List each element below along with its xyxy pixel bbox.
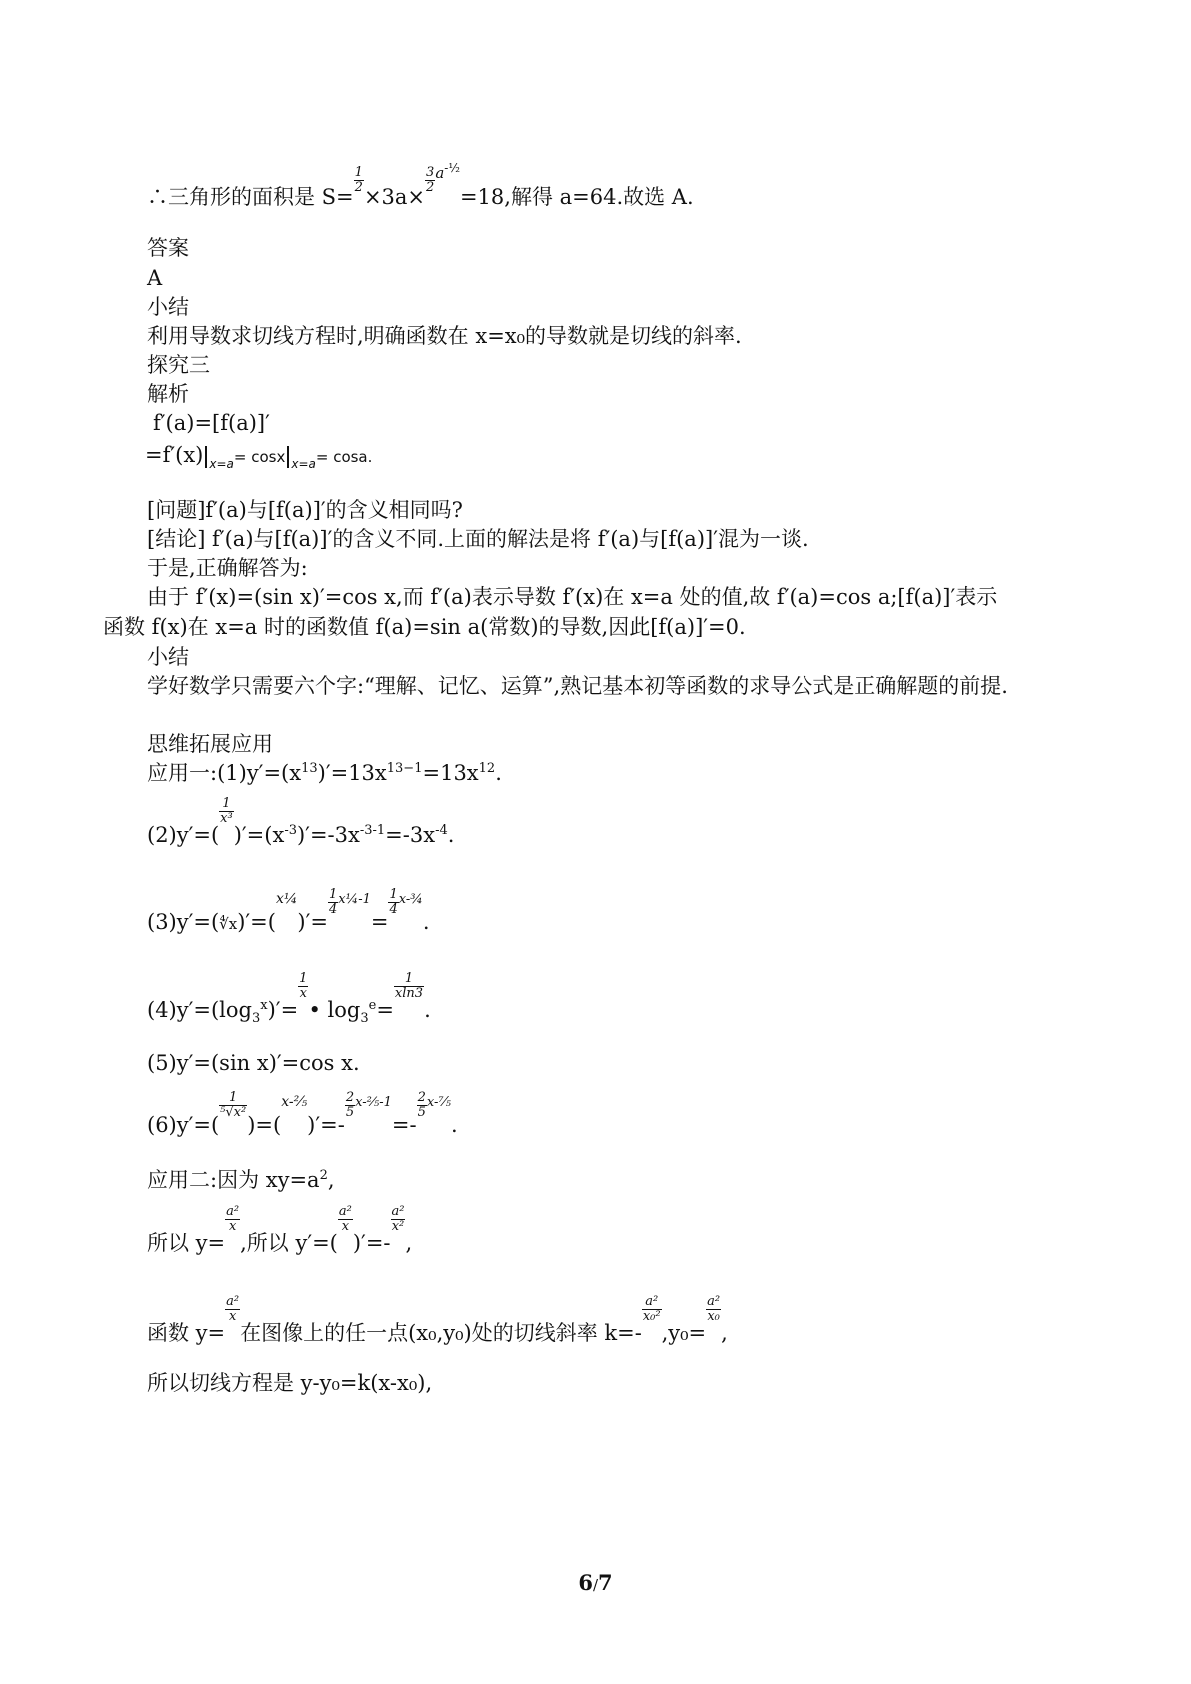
fraction-denominator: xln3 [394,986,424,1001]
fraction-numerator: 1 [328,887,338,902]
fraction-denominator: 2 [354,180,363,195]
text: )=( [247,1113,282,1137]
text: =13x [422,761,479,785]
exponent: -3-1 [359,823,386,838]
extension-heading: 思维拓展应用 [147,732,273,756]
application2-line4: 所以切线方程是 y-y₀=k(x-x₀), [147,1371,433,1395]
text: 应用一:(1)y′=(x [147,761,302,785]
text: )′= [297,910,328,934]
eval-subscript: x=a [291,457,316,471]
eval-bar [205,446,207,468]
subscript: 3 [360,1011,369,1027]
analysis-heading: 解析 [147,382,189,406]
fraction-denominator: x [299,986,307,1001]
fraction-denominator: 5 [345,1105,355,1120]
exponent: 13−1 [386,761,423,776]
fraction-a2-over-x2 [391,1205,406,1234]
text: )′=(x [233,823,285,847]
text: (2)y′=( [147,823,220,847]
text: . [495,761,502,785]
summary1-heading: 小结 [147,295,189,319]
application1-line2 [147,796,455,850]
text: . [424,998,431,1022]
fraction-denominator: x₀ [707,1309,720,1324]
fraction-numerator: 2 [345,1090,355,1105]
eval-cosa: = cosa. [315,448,373,466]
math-term: x-⅖-1 [355,1095,392,1110]
text: )′=-3x [296,823,360,847]
current-page: 6 [578,1570,593,1595]
text: , [405,1231,413,1255]
fraction-numerator: a² [391,1204,405,1219]
conclusion-line: [结论] f′(a)与[f(a)]′的含义不同.上面的解法是将 f′(a)与[f(a)]′混为一谈. [147,527,809,551]
application1-line4 [147,971,431,1027]
text: 应用二:因为 xy=a [147,1168,320,1192]
fraction-numerator: 1 [219,1091,247,1106]
fraction-one-over-xln3 [394,972,424,1001]
exponent: 13 [301,761,318,776]
fraction-a2-over-x [225,1205,240,1234]
fraction-numerator: 1 [354,165,363,180]
math-term: x-⅖ [281,1094,308,1110]
text: )′=13x [317,761,387,785]
text: 在图像上的任一点(x₀,y₀)处的切线斜率 k=- [240,1321,642,1345]
text: 函数 y= [147,1321,226,1345]
text: (4)y′=(log [147,998,252,1022]
fraction-numerator: a² [707,1294,721,1309]
fraction-denominator: x₀² [642,1309,661,1324]
summary1-text: 利用导数求切线方程时,明确函数在 x=x₀的导数就是切线的斜率. [147,324,742,348]
fraction-denominator: 5 [417,1105,426,1120]
analysis-line1: f′(a)=[f(a)]′ [153,411,270,435]
fraction-numerator: a² [226,1294,240,1309]
text: 所以 y= [147,1231,226,1255]
text: =- [391,1113,417,1137]
superscript: x [260,998,268,1013]
fraction-a2-over-x [338,1205,353,1234]
text: =-3x [385,823,436,847]
application1-line5: (5)y′=(sin x)′=cos x. [147,1051,360,1075]
text: (3)y′=( [147,910,220,934]
text: • log [308,998,361,1022]
summary2-heading: 小结 [147,645,189,669]
text-area-a: ∴三角形的面积是 S= [147,185,354,209]
fraction-denominator: x³ [220,811,233,826]
math-exponent: -½ [444,161,460,175]
fraction-two-fifth [417,1091,427,1120]
triangle-area-line [147,161,694,215]
math-term: x-⁷⁄₅ [426,1095,451,1110]
fraction-a2-over-x [225,1295,240,1324]
text: = [376,998,394,1022]
summary2-paragraph: 学好数学只需要六个字:“理解、记忆、运算”,熟记基本初等函数的求导公式是正确解题的前提. [147,674,1008,698]
analysis-line2 [145,440,372,473]
fraction-numerator: 1 [219,797,234,812]
text-area-b: ×3a× [363,185,426,209]
fraction-numerator: 1 [394,972,424,987]
eval-bar [287,446,289,468]
text-derivative: =f′(x) [145,443,204,467]
exponent: -3 [284,823,297,838]
eval-cosx: = cosx [233,448,286,466]
fraction-a2-over-x0 [706,1295,721,1324]
fraction-half [354,166,364,195]
application2-line2 [147,1204,413,1258]
fraction-a2-over-x0sq [642,1295,662,1324]
fraction-numerator: a² [642,1295,662,1310]
fraction-denominator: 4 [328,902,338,917]
text: , [327,1168,335,1192]
eval-subscript: x=a [209,457,234,471]
fraction-denominator: x [228,1309,237,1324]
math-a: a [435,164,445,182]
subscript: 3 [251,1011,261,1027]
text: , [721,1321,728,1345]
page-separator: / [592,1576,599,1594]
text: = [370,910,389,934]
text: )′= [267,998,299,1022]
text: ,所以 y′=( [240,1231,338,1255]
text: . [450,1113,458,1137]
text: )′=- [307,1113,345,1137]
text: (6)y′=( [147,1113,220,1137]
fraction-three-half [425,166,435,195]
exponent: 2 [319,1168,328,1183]
text: . [447,823,455,847]
fraction-numerator: 3 [426,165,435,180]
fraction-numerator: 2 [417,1090,426,1105]
math-term: x-¾ [398,892,423,907]
text-area-c: =18,解得 a=64.故选 A. [459,185,694,209]
fraction-one-over-x3 [219,797,234,826]
application1-line1 [147,758,502,788]
application2-line3 [147,1294,728,1348]
answer-heading: 答案 [147,236,189,260]
fraction-denominator: x [228,1219,237,1234]
fraction-numerator: a² [338,1204,352,1219]
root-expression: ∜x [219,915,238,933]
exponent: -4 [435,823,448,838]
math-term: x¼ [275,891,298,907]
fraction-quarter [388,888,398,917]
fraction-denominator: ⁵√x² [220,1105,247,1120]
fraction-one-over-root5 [219,1091,247,1120]
question-line: [问题]f′(a)与[f(a)]′的含义相同吗? [147,498,463,522]
fraction-numerator: 1 [299,971,308,986]
correct-paragraph: 由于 f′(x)=(sin x)′=cos x,而 f′(a)表示导数 f′(x)在 x=a 处的值,故 f′(a)=cos a;[f(a)]′表示函数 f(x)在 x=a 时的函数值 f(a)=sin a(常数)的导数,因此[f(a)]′=0. [103,585,998,639]
correct-intro: 于是,正确解答为: [147,556,308,580]
text: ,y₀= [661,1321,707,1345]
superscript: e [368,998,377,1013]
exponent: 12 [478,761,496,776]
text: )′=- [352,1231,391,1255]
total-pages: 7 [598,1570,613,1595]
page-number [0,1570,1191,1595]
text: )′=( [237,910,276,934]
math-term: x¼-1 [338,892,371,907]
explore3-heading: 探究三 [147,353,210,377]
fraction-two-fifth [345,1091,355,1120]
fraction-denominator: x [341,1219,350,1234]
fraction-denominator: 2 [426,180,435,195]
text: . [422,910,430,934]
fraction-denominator: 4 [389,902,398,917]
application2-line1 [147,1165,335,1195]
fraction-denominator: x² [391,1219,405,1234]
answer-value: A [147,266,163,290]
fraction-numerator: 1 [389,887,398,902]
fraction-quarter [328,888,338,917]
fraction-numerator: a² [226,1204,240,1219]
fraction-one-over-x [298,972,308,1001]
